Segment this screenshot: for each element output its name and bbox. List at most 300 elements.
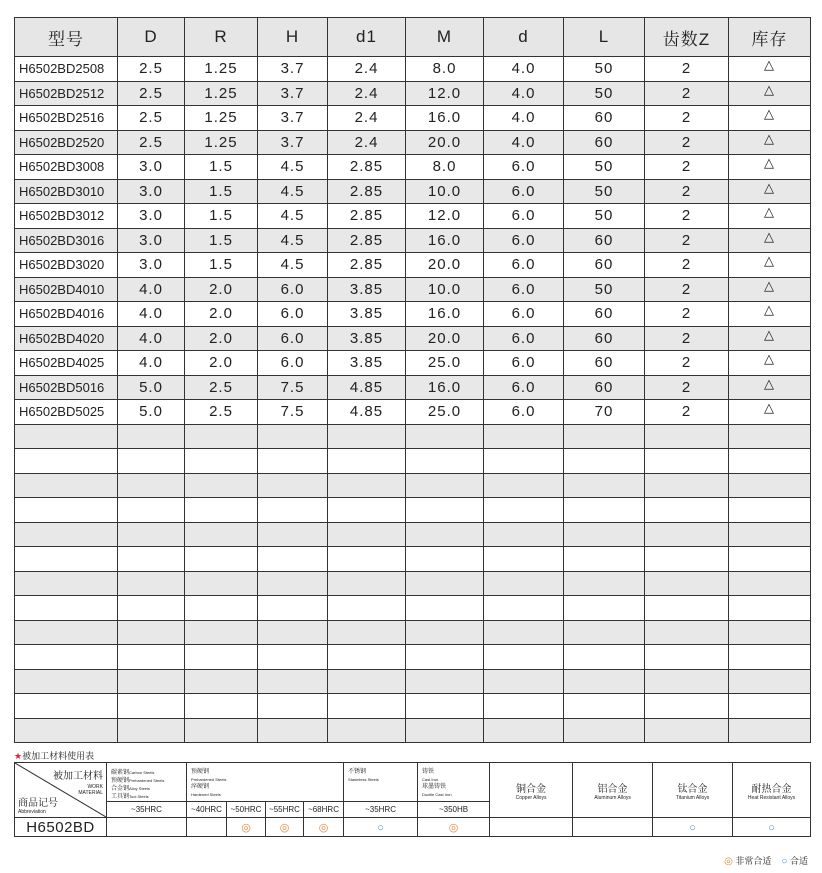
value-cell: 4.0 bbox=[118, 302, 185, 327]
value-cell: 50 bbox=[564, 57, 645, 82]
suitability-cell bbox=[490, 818, 573, 837]
empty-cell bbox=[645, 473, 729, 498]
col-header-L: L bbox=[564, 18, 645, 57]
legend bbox=[724, 854, 808, 867]
hardness-2: ~50HRC bbox=[227, 802, 266, 818]
value-cell: 2.5 bbox=[118, 57, 185, 82]
empty-cell bbox=[564, 669, 645, 694]
value-cell: 50 bbox=[564, 179, 645, 204]
empty-cell bbox=[118, 571, 185, 596]
empty-cell bbox=[484, 473, 564, 498]
very-suitable-label: 非常合适 bbox=[735, 856, 772, 866]
hardness-1: ~40HRC bbox=[187, 802, 227, 818]
empty-cell bbox=[185, 571, 258, 596]
empty-cell bbox=[729, 694, 811, 719]
value-cell: 2 bbox=[645, 326, 729, 351]
model-cell: H6502BD3008 bbox=[15, 155, 118, 180]
suitability-cell bbox=[266, 818, 304, 837]
value-cell: 4.0 bbox=[484, 81, 564, 106]
empty-cell bbox=[645, 547, 729, 572]
empty-cell bbox=[15, 620, 118, 645]
value-cell: 3.7 bbox=[258, 57, 328, 82]
empty-cell bbox=[406, 522, 484, 547]
value-cell: 2 bbox=[645, 204, 729, 229]
suitability-cell bbox=[733, 818, 811, 837]
value-cell: 3.0 bbox=[118, 204, 185, 229]
value-cell: 4.0 bbox=[484, 106, 564, 131]
empty-cell bbox=[185, 596, 258, 621]
value-cell: 2.5 bbox=[185, 400, 258, 425]
empty-cell bbox=[484, 718, 564, 743]
table-row bbox=[15, 81, 811, 106]
table-row bbox=[15, 277, 811, 302]
value-cell: 60 bbox=[564, 302, 645, 327]
table-row bbox=[15, 302, 811, 327]
table-row bbox=[15, 155, 811, 180]
value-cell: 3.7 bbox=[258, 106, 328, 131]
suitable-mark: ○ bbox=[377, 822, 384, 834]
value-cell: 16.0 bbox=[406, 228, 484, 253]
empty-cell bbox=[328, 718, 406, 743]
empty-cell bbox=[484, 571, 564, 596]
value-cell: 4.5 bbox=[258, 228, 328, 253]
value-cell: 2 bbox=[645, 179, 729, 204]
suitability-cell bbox=[418, 818, 490, 837]
suitable-icon: ○ bbox=[781, 856, 788, 867]
value-cell: 1.25 bbox=[185, 130, 258, 155]
empty-cell bbox=[118, 473, 185, 498]
empty-cell bbox=[15, 522, 118, 547]
empty-cell bbox=[15, 547, 118, 572]
col-header-teeth: 齿数Z bbox=[645, 18, 729, 57]
empty-cell bbox=[406, 718, 484, 743]
empty-cell bbox=[258, 522, 328, 547]
empty-cell bbox=[258, 473, 328, 498]
suitability-cell bbox=[344, 818, 418, 837]
model-cell: H6502BD2512 bbox=[15, 81, 118, 106]
group-stainless-steels: 不锈钢 Staninless Steels bbox=[344, 763, 418, 802]
col-header-d: d bbox=[484, 18, 564, 57]
model-cell: H6502BD3012 bbox=[15, 204, 118, 229]
empty-cell bbox=[406, 645, 484, 670]
empty-cell bbox=[258, 424, 328, 449]
value-cell: 20.0 bbox=[406, 130, 484, 155]
value-cell: 2 bbox=[645, 130, 729, 155]
value-cell: 4.5 bbox=[258, 253, 328, 278]
empty-cell bbox=[645, 424, 729, 449]
empty-row bbox=[15, 596, 811, 621]
empty-cell bbox=[645, 694, 729, 719]
value-cell: 6.0 bbox=[484, 277, 564, 302]
model-cell: H6502BD5025 bbox=[15, 400, 118, 425]
empty-cell bbox=[406, 669, 484, 694]
product-row bbox=[15, 818, 811, 837]
value-cell: 4.85 bbox=[328, 375, 406, 400]
table-row bbox=[15, 375, 811, 400]
empty-cell bbox=[645, 718, 729, 743]
empty-cell bbox=[185, 449, 258, 474]
stock-cell: △ bbox=[729, 106, 811, 131]
empty-cell bbox=[645, 596, 729, 621]
hardness-4: ~68HRC bbox=[304, 802, 344, 818]
value-cell: 6.0 bbox=[258, 277, 328, 302]
empty-cell bbox=[15, 424, 118, 449]
value-cell: 50 bbox=[564, 277, 645, 302]
value-cell: 1.5 bbox=[185, 155, 258, 180]
model-cell: H6502BD2520 bbox=[15, 130, 118, 155]
material-corner-cell bbox=[15, 763, 107, 818]
table-row bbox=[15, 400, 811, 425]
empty-cell bbox=[118, 620, 185, 645]
material-table bbox=[14, 762, 811, 837]
empty-cell bbox=[406, 571, 484, 596]
value-cell: 25.0 bbox=[406, 351, 484, 376]
value-cell: 2.4 bbox=[328, 81, 406, 106]
empty-row bbox=[15, 694, 811, 719]
table-row bbox=[15, 106, 811, 131]
model-cell: H6502BD2516 bbox=[15, 106, 118, 131]
empty-cell bbox=[645, 645, 729, 670]
empty-row bbox=[15, 571, 811, 596]
value-cell: 2 bbox=[645, 57, 729, 82]
model-cell: H6502BD3020 bbox=[15, 253, 118, 278]
work-material-label: 被加工材料 bbox=[53, 771, 103, 782]
model-cell: H6502BD4020 bbox=[15, 326, 118, 351]
empty-cell bbox=[729, 473, 811, 498]
empty-cell bbox=[406, 620, 484, 645]
empty-row bbox=[15, 669, 811, 694]
empty-cell bbox=[258, 669, 328, 694]
spec-body bbox=[15, 57, 811, 743]
empty-cell bbox=[729, 596, 811, 621]
model-cell: H6502BD3016 bbox=[15, 228, 118, 253]
empty-cell bbox=[258, 620, 328, 645]
suitable-mark: ○ bbox=[689, 822, 696, 834]
product-code-en: Abbreviation bbox=[18, 809, 46, 815]
empty-cell bbox=[729, 424, 811, 449]
empty-cell bbox=[15, 596, 118, 621]
empty-cell bbox=[645, 669, 729, 694]
empty-row bbox=[15, 547, 811, 572]
suitability-cell bbox=[573, 818, 653, 837]
work-material-en1: WORK bbox=[87, 784, 103, 790]
hardness-5: ~35HRC bbox=[344, 802, 418, 818]
value-cell: 2 bbox=[645, 155, 729, 180]
suitable-label: 合适 bbox=[789, 856, 808, 866]
empty-cell bbox=[564, 498, 645, 523]
empty-cell bbox=[328, 498, 406, 523]
value-cell: 3.85 bbox=[328, 302, 406, 327]
empty-row bbox=[15, 424, 811, 449]
very-suitable-mark: ◎ bbox=[448, 822, 459, 834]
stock-cell: △ bbox=[729, 351, 811, 376]
value-cell: 16.0 bbox=[406, 375, 484, 400]
empty-cell bbox=[564, 547, 645, 572]
value-cell: 70 bbox=[564, 400, 645, 425]
empty-cell bbox=[484, 498, 564, 523]
value-cell: 4.0 bbox=[118, 351, 185, 376]
value-cell: 4.5 bbox=[258, 179, 328, 204]
value-cell: 2.5 bbox=[118, 81, 185, 106]
empty-cell bbox=[729, 449, 811, 474]
value-cell: 1.5 bbox=[185, 204, 258, 229]
very-suitable-icon: ◎ bbox=[724, 856, 733, 867]
empty-row bbox=[15, 620, 811, 645]
table-row bbox=[15, 351, 811, 376]
value-cell: 4.0 bbox=[484, 130, 564, 155]
value-cell: 3.7 bbox=[258, 81, 328, 106]
model-cell: H6502BD4025 bbox=[15, 351, 118, 376]
stock-cell: △ bbox=[729, 375, 811, 400]
value-cell: 1.25 bbox=[185, 106, 258, 131]
value-cell: 20.0 bbox=[406, 326, 484, 351]
col-header-model: 型号 bbox=[15, 18, 118, 57]
empty-cell bbox=[328, 669, 406, 694]
empty-cell bbox=[729, 620, 811, 645]
empty-cell bbox=[15, 718, 118, 743]
empty-cell bbox=[118, 718, 185, 743]
empty-cell bbox=[484, 449, 564, 474]
empty-cell bbox=[118, 424, 185, 449]
model-cell: H6502BD4010 bbox=[15, 277, 118, 302]
table-row bbox=[15, 57, 811, 82]
table-row bbox=[15, 326, 811, 351]
empty-cell bbox=[328, 620, 406, 645]
value-cell: 5.0 bbox=[118, 375, 185, 400]
value-cell: 2.0 bbox=[185, 326, 258, 351]
empty-cell bbox=[258, 596, 328, 621]
table-row bbox=[15, 228, 811, 253]
empty-cell bbox=[185, 669, 258, 694]
empty-cell bbox=[258, 547, 328, 572]
value-cell: 6.0 bbox=[484, 302, 564, 327]
stock-cell: △ bbox=[729, 277, 811, 302]
value-cell: 8.0 bbox=[406, 57, 484, 82]
stock-cell: △ bbox=[729, 81, 811, 106]
stock-cell: △ bbox=[729, 155, 811, 180]
very-suitable-mark: ◎ bbox=[241, 822, 251, 834]
empty-cell bbox=[328, 473, 406, 498]
value-cell: 2.0 bbox=[185, 351, 258, 376]
value-cell: 2 bbox=[645, 81, 729, 106]
empty-cell bbox=[258, 694, 328, 719]
value-cell: 2 bbox=[645, 228, 729, 253]
empty-cell bbox=[15, 694, 118, 719]
spec-table bbox=[14, 17, 811, 743]
value-cell: 4.0 bbox=[118, 277, 185, 302]
stock-cell: △ bbox=[729, 204, 811, 229]
empty-cell bbox=[15, 571, 118, 596]
star-icon: ★ bbox=[14, 751, 23, 761]
empty-cell bbox=[406, 473, 484, 498]
value-cell: 6.0 bbox=[484, 375, 564, 400]
empty-cell bbox=[328, 694, 406, 719]
col-header-H: H bbox=[258, 18, 328, 57]
table-row bbox=[15, 204, 811, 229]
table-row bbox=[15, 179, 811, 204]
empty-cell bbox=[118, 669, 185, 694]
value-cell: 60 bbox=[564, 326, 645, 351]
value-cell: 3.85 bbox=[328, 326, 406, 351]
empty-cell bbox=[258, 449, 328, 474]
empty-cell bbox=[185, 424, 258, 449]
value-cell: 16.0 bbox=[406, 106, 484, 131]
empty-cell bbox=[406, 694, 484, 719]
empty-cell bbox=[484, 424, 564, 449]
value-cell: 2 bbox=[645, 302, 729, 327]
value-cell: 2.0 bbox=[185, 277, 258, 302]
value-cell: 2.4 bbox=[328, 57, 406, 82]
value-cell: 6.0 bbox=[258, 351, 328, 376]
empty-cell bbox=[484, 669, 564, 694]
empty-row bbox=[15, 718, 811, 743]
value-cell: 2.85 bbox=[328, 204, 406, 229]
empty-cell bbox=[328, 571, 406, 596]
empty-cell bbox=[484, 522, 564, 547]
empty-cell bbox=[328, 596, 406, 621]
empty-row bbox=[15, 449, 811, 474]
value-cell: 2.5 bbox=[118, 130, 185, 155]
suitability-cell bbox=[227, 818, 266, 837]
col-header-D: D bbox=[118, 18, 185, 57]
value-cell: 6.0 bbox=[258, 302, 328, 327]
empty-cell bbox=[15, 669, 118, 694]
hardness-6: ~350HB bbox=[418, 802, 490, 818]
stock-cell: △ bbox=[729, 302, 811, 327]
hardness-3: ~55HRC bbox=[266, 802, 304, 818]
empty-cell bbox=[258, 645, 328, 670]
group-titanium-alloys: 钛合金 Titanium Alloys bbox=[653, 763, 733, 818]
value-cell: 6.0 bbox=[484, 204, 564, 229]
value-cell: 4.85 bbox=[328, 400, 406, 425]
empty-cell bbox=[328, 449, 406, 474]
empty-cell bbox=[645, 522, 729, 547]
col-header-M: M bbox=[406, 18, 484, 57]
hardness-0: ~35HRC bbox=[107, 802, 187, 818]
empty-cell bbox=[258, 571, 328, 596]
value-cell: 6.0 bbox=[484, 228, 564, 253]
value-cell: 2.4 bbox=[328, 130, 406, 155]
empty-cell bbox=[564, 596, 645, 621]
empty-cell bbox=[118, 596, 185, 621]
empty-cell bbox=[258, 498, 328, 523]
empty-cell bbox=[729, 498, 811, 523]
value-cell: 6.0 bbox=[484, 155, 564, 180]
stock-cell: △ bbox=[729, 179, 811, 204]
suitability-cell bbox=[653, 818, 733, 837]
value-cell: 6.0 bbox=[484, 326, 564, 351]
material-title bbox=[14, 749, 94, 762]
stock-cell: △ bbox=[729, 326, 811, 351]
empty-cell bbox=[185, 547, 258, 572]
empty-cell bbox=[15, 645, 118, 670]
value-cell: 3.0 bbox=[118, 253, 185, 278]
empty-cell bbox=[564, 522, 645, 547]
value-cell: 10.0 bbox=[406, 179, 484, 204]
empty-row bbox=[15, 498, 811, 523]
value-cell: 12.0 bbox=[406, 81, 484, 106]
stock-cell: △ bbox=[729, 57, 811, 82]
empty-cell bbox=[185, 645, 258, 670]
value-cell: 20.0 bbox=[406, 253, 484, 278]
suitability-cell bbox=[304, 818, 344, 837]
value-cell: 3.0 bbox=[118, 155, 185, 180]
value-cell: 2.0 bbox=[185, 302, 258, 327]
suitability-cell bbox=[107, 818, 187, 837]
empty-cell bbox=[564, 473, 645, 498]
col-header-d1: d1 bbox=[328, 18, 406, 57]
value-cell: 1.5 bbox=[185, 228, 258, 253]
empty-cell bbox=[118, 449, 185, 474]
empty-cell bbox=[729, 669, 811, 694]
value-cell: 7.5 bbox=[258, 400, 328, 425]
value-cell: 7.5 bbox=[258, 375, 328, 400]
value-cell: 2 bbox=[645, 400, 729, 425]
value-cell: 60 bbox=[564, 106, 645, 131]
empty-cell bbox=[484, 645, 564, 670]
value-cell: 3.0 bbox=[118, 179, 185, 204]
empty-row bbox=[15, 473, 811, 498]
empty-cell bbox=[645, 498, 729, 523]
value-cell: 2.85 bbox=[328, 253, 406, 278]
empty-cell bbox=[118, 547, 185, 572]
empty-cell bbox=[729, 718, 811, 743]
col-header-R: R bbox=[185, 18, 258, 57]
empty-cell bbox=[484, 547, 564, 572]
suitability-cell bbox=[187, 818, 227, 837]
empty-cell bbox=[564, 694, 645, 719]
value-cell: 1.25 bbox=[185, 57, 258, 82]
empty-row bbox=[15, 645, 811, 670]
empty-cell bbox=[185, 473, 258, 498]
value-cell: 60 bbox=[564, 130, 645, 155]
empty-cell bbox=[328, 547, 406, 572]
value-cell: 50 bbox=[564, 81, 645, 106]
empty-cell bbox=[185, 718, 258, 743]
stock-cell: △ bbox=[729, 228, 811, 253]
empty-cell bbox=[729, 645, 811, 670]
value-cell: 1.5 bbox=[185, 179, 258, 204]
value-cell: 6.0 bbox=[258, 326, 328, 351]
group-heat-resistant-alloys: 耐热合金 Heat Resistant Alloys bbox=[733, 763, 811, 818]
empty-cell bbox=[564, 571, 645, 596]
empty-cell bbox=[484, 620, 564, 645]
empty-cell bbox=[645, 449, 729, 474]
empty-cell bbox=[328, 522, 406, 547]
empty-cell bbox=[406, 449, 484, 474]
empty-cell bbox=[406, 498, 484, 523]
value-cell: 60 bbox=[564, 228, 645, 253]
value-cell: 2 bbox=[645, 375, 729, 400]
value-cell: 60 bbox=[564, 351, 645, 376]
empty-cell bbox=[258, 718, 328, 743]
empty-cell bbox=[564, 424, 645, 449]
empty-row bbox=[15, 522, 811, 547]
stock-cell: △ bbox=[729, 253, 811, 278]
group-aluminum-alloys: 铝合金 Aluminum Alloys bbox=[573, 763, 653, 818]
empty-cell bbox=[406, 424, 484, 449]
value-cell: 2.85 bbox=[328, 179, 406, 204]
empty-cell bbox=[645, 620, 729, 645]
empty-cell bbox=[328, 424, 406, 449]
empty-cell bbox=[118, 645, 185, 670]
value-cell: 6.0 bbox=[484, 351, 564, 376]
value-cell: 2.4 bbox=[328, 106, 406, 131]
product-code-label: 商品记号 bbox=[18, 798, 58, 809]
empty-cell bbox=[729, 547, 811, 572]
spec-header-row bbox=[15, 18, 811, 57]
value-cell: 6.0 bbox=[484, 400, 564, 425]
